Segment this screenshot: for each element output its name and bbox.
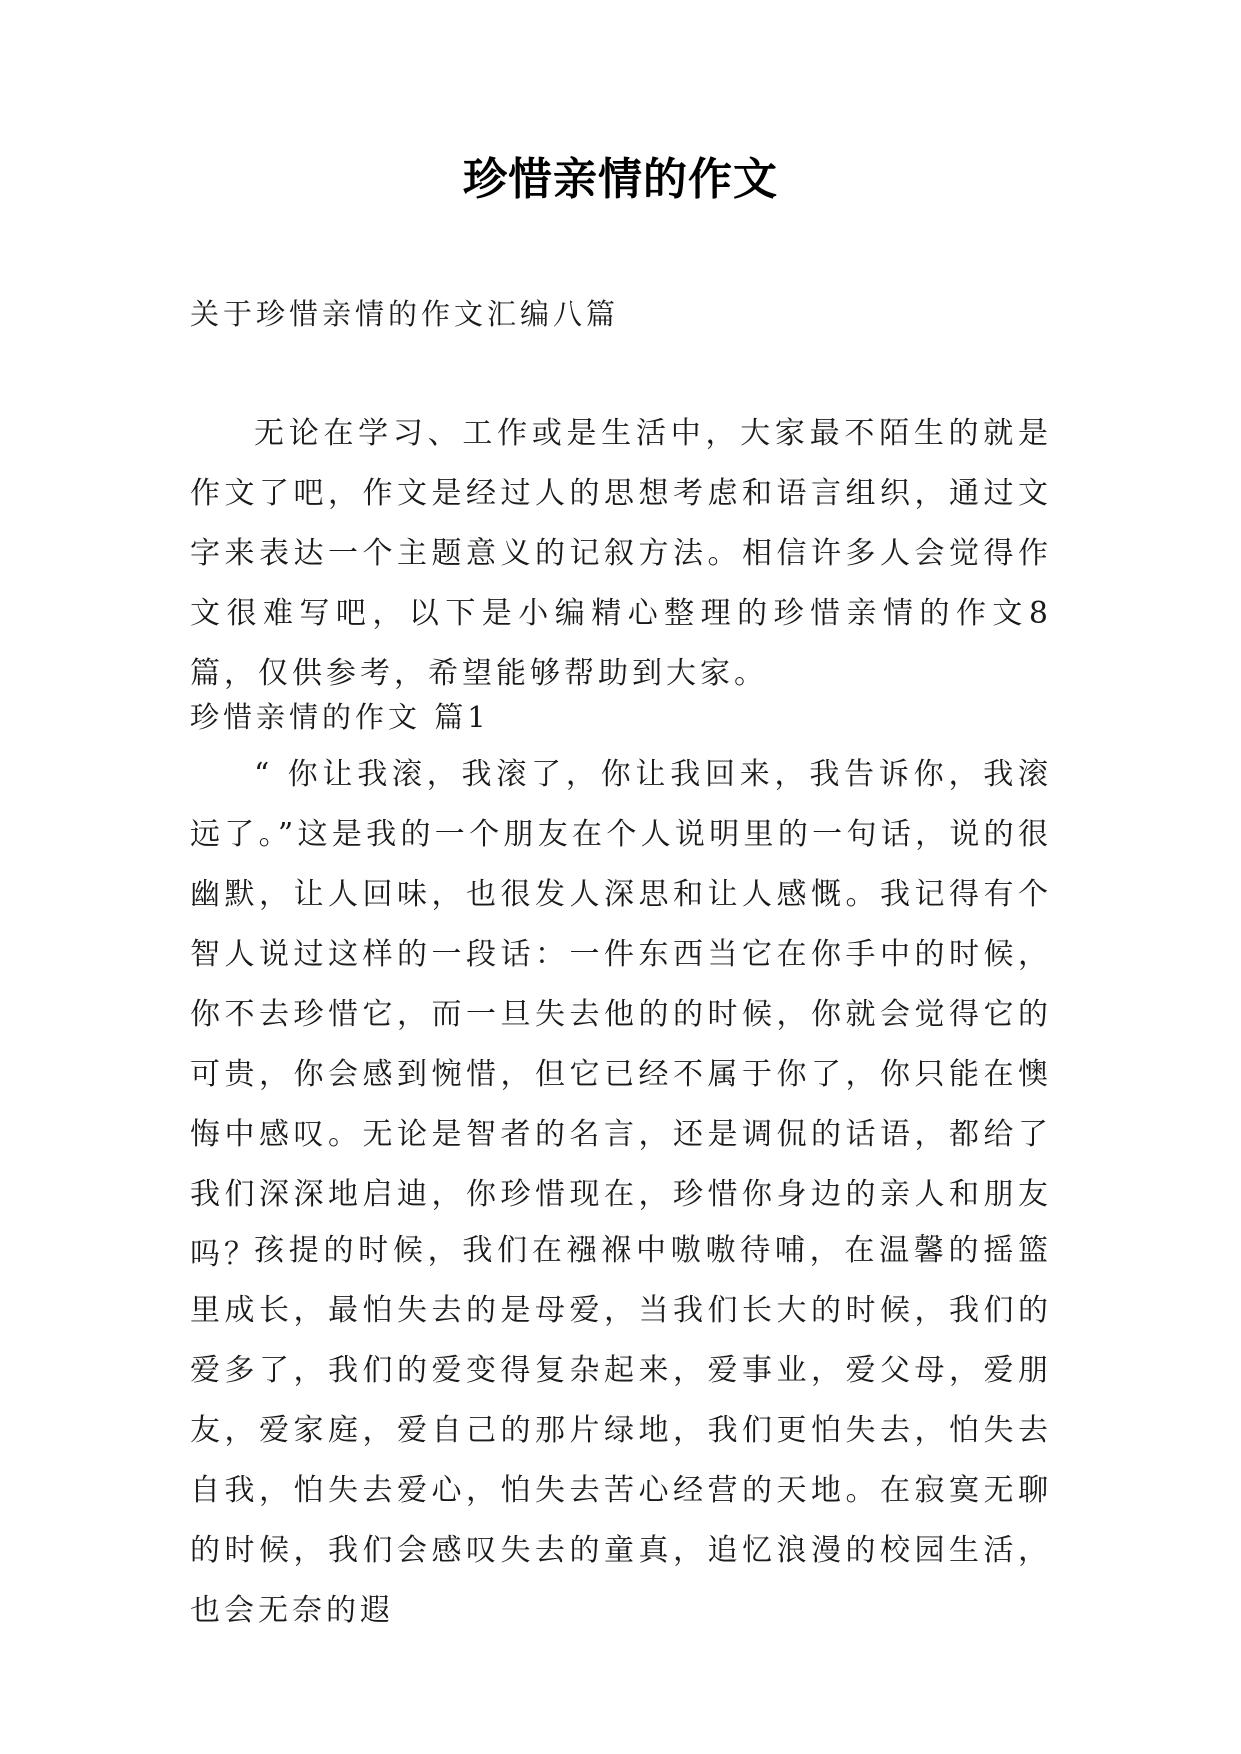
body-paragraph-2: 孩提的时候，我们在襁褓中嗷嗷待哺，在温馨的摇篮里成长，最怕失去的是母爱，当我们长大的时候，我们的爱多了，我们的爱变得复杂起来，爱事业，爱父母，爱朋友，爱家庭，爱自己的那片绿地，我们更怕失去，怕失去自我，怕失去爱心，怕失去苦心经营的天地。在寂寞无聊的时候，我们会感叹失去的童真，追忆浪漫的校园生活，也会无奈的遐 bbox=[190, 1233, 1052, 1628]
document-title: 珍惜亲情的作文 bbox=[463, 154, 778, 205]
intro-paragraph: 无论在学习、工作或是生活中，大家最不陌生的就是作文了吧，作文是经过人的思想考虑和语言组织，通过文字来表达一个主题意义的记叙方法。相信许多人会觉得作文很难写吧，以下是小编精心整理的珍惜亲情的作文8篇，仅供参考，希望能够帮助到大家。 bbox=[190, 416, 1052, 691]
section-heading: 珍惜亲情的作文 篇1 bbox=[190, 700, 490, 734]
document-subtitle: 关于珍惜亲情的作文汇编八篇 bbox=[190, 297, 620, 331]
body-paragraph-1: “ 你让我滚，我滚了，你让我回来，我告诉你，我滚远了。”这是我的一个朋友在个人说明里的一句话，说的很幽默，让人回味，也很发人深思和让人感慨。我记得有个智人说过这样的一段话：一件东西当它在你手中的时候，你不去珍惜它，而一旦失去他的的时候，你就会觉得它的可贵，你会感到惋惜，但它已经不属于你了，你只能在懊悔中感叹。无论是智者的名言，还是调侃的话语，都给了我们深深地启迪，你珍惜现在，珍惜你身边的亲人和朋友吗？ bbox=[190, 757, 1052, 1272]
